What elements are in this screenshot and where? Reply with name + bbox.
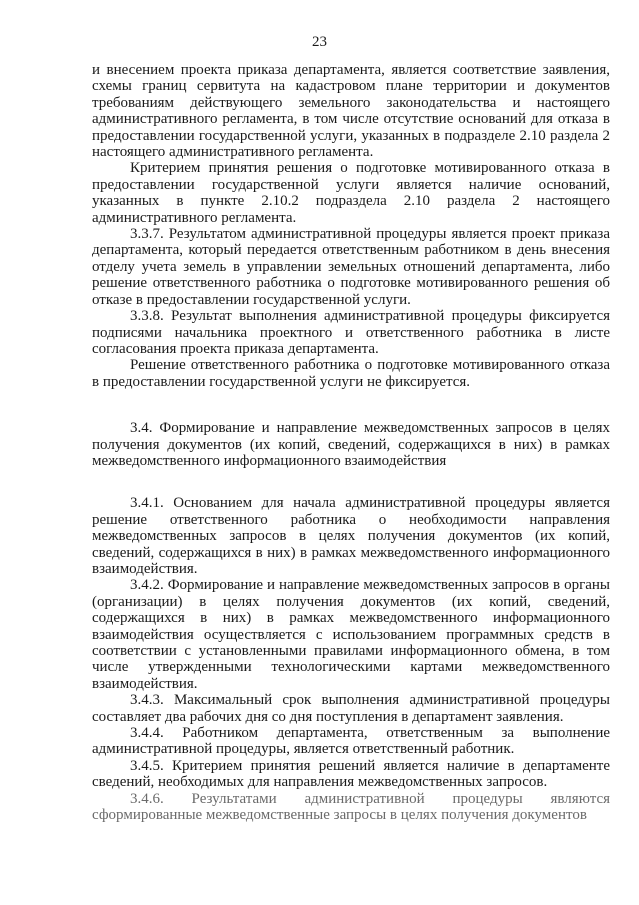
document-body [92,62,610,823]
paragraph: 3.4.5. Критерием принятия решений является наличие в департаменте сведений, необходимых для направления межведомственных запросов. [92,757,610,791]
section-heading: 3.4. Формирование и направление межведомственных запросов в целях получения документов (их копий, сведений, содержащихся в них) в рамках межведомственного информационного взаимодействия [92,420,610,469]
paragraph: 3.3.7. Результатом административной процедуры является проект приказа департамента, который передается ответственным работником в день внесения отделу учета земель в управлении земельных отношений департамента, либо решение ответственного работника о подготовке мотивированного решения об отказе в предоставлении государственной услуги. [92,226,610,308]
paragraph: Решение ответственного работника о подготовке мотивированного отказа в предоставлении государственной услуги не фиксируется. [92,357,610,390]
paragraph: 3.4.6. Результатами административной процедуры являются сформированные межведомственные запросы в целях получения документов [92,790,610,824]
paragraph: 3.4.2. Формирование и направление межведомственных запросов в органы (организации) в целях получения документов (их копий, сведений, содержащихся в них) в рамках межведомственного информационного взаимодействия осуществляется с использованием программных средств в соответствии с установленными правилами информационного обмена, в том числе утвержденными технологическими картами межведомственного взаимодействия. [92,577,610,692]
paragraph: 3.4.1. Основанием для начала административной процедуры является решение ответственного работника о необходимости направления межведомственных запросов в целях получения документов (их копий, сведений, содержащихся в них) в рамках межведомственного информационного взаимодействия. [92,495,610,577]
paragraph: 3.3.8. Результат выполнения административной процедуры фиксируется подписями начальника проектного и ответственного работника в листе согласования проекта приказа департамента. [92,308,610,357]
page-number: 23 [312,34,327,50]
paragraph: Критерием принятия решения о подготовке мотивированного отказа в предоставлении государственной услуги является наличие оснований, указанных в пункте 2.10.2 подраздела 2.10 раздела 2 настоящего административного регламента. [92,160,610,226]
paragraph: и внесением проекта приказа департамента, является соответствие заявления, схемы границ сервитута на кадастровом плане территории и документов требованиям действующего земельного законодательства и настоящего административного регламента, в том числе отсутствие оснований для отказа в предоставлении государственной услуги, указанных в подразделе 2.10 раздела 2 настоящего административного регламента. [92,62,610,161]
paragraph: 3.4.3. Максимальный срок выполнения административной процедуры составляет два рабочих дня со дня поступления в департамент заявления. [92,692,610,725]
paragraph: 3.4.4. Работником департамента, ответственным за выполнение административной процедуры, является ответственный работник. [92,725,610,758]
